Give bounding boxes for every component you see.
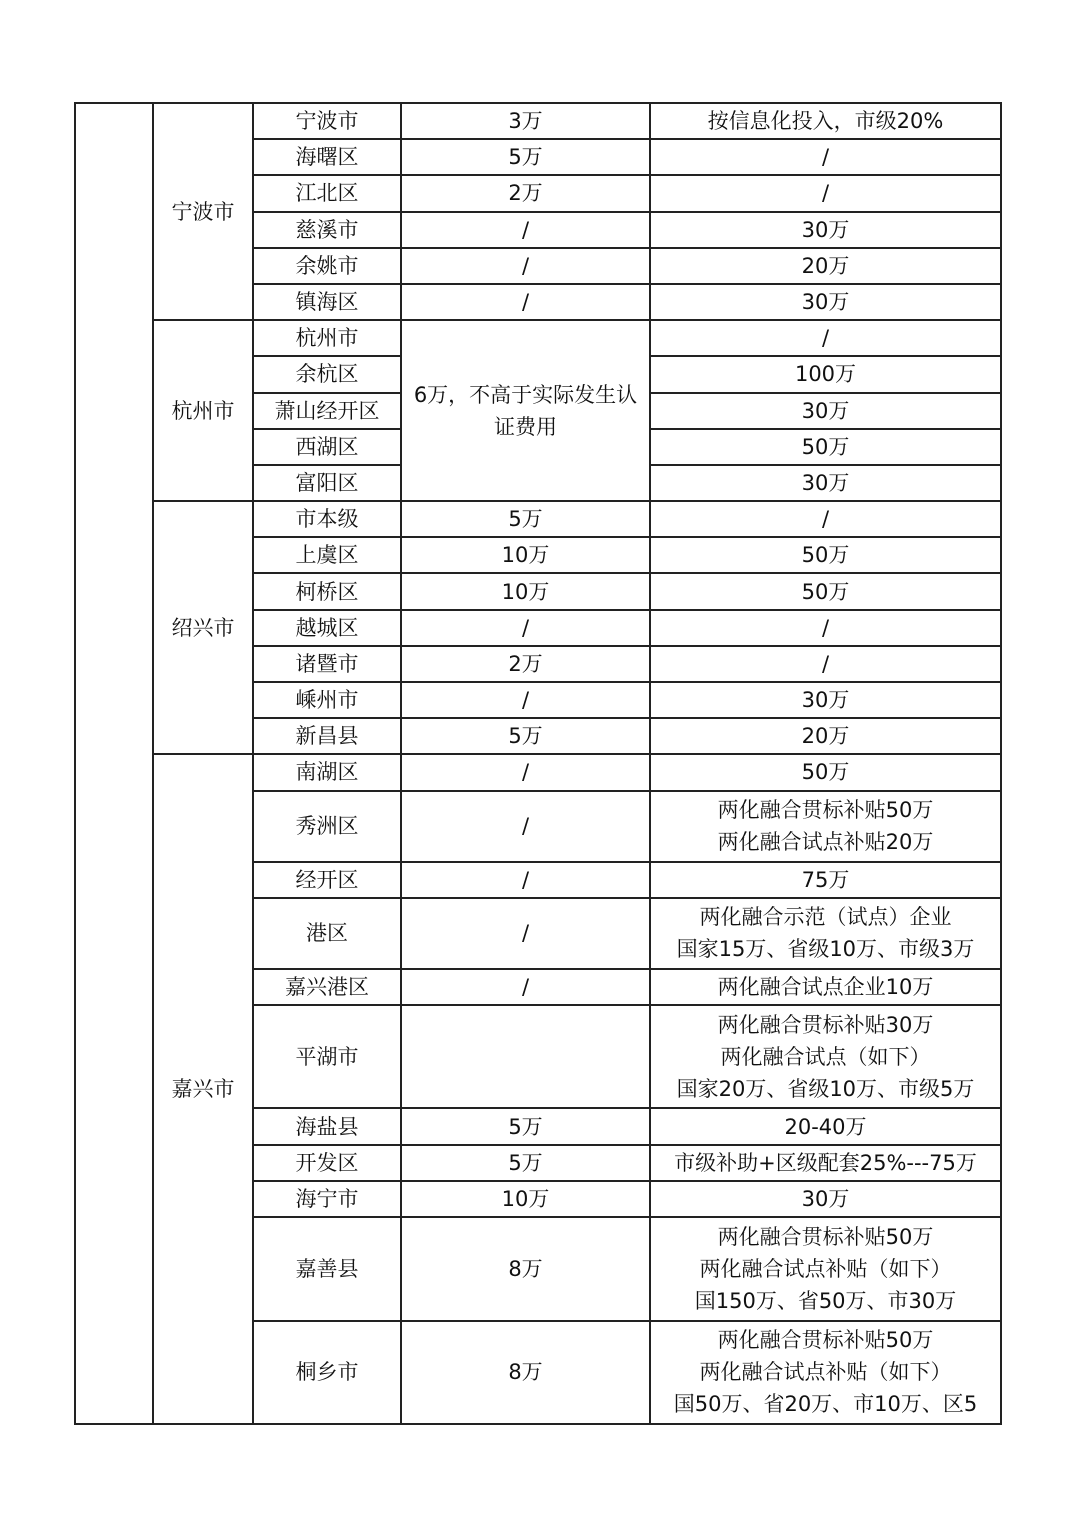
subsidy-line: 30万 [801,290,850,315]
certification-subsidy-cell: / [401,791,650,862]
subsidy-line: 20万 [801,724,850,749]
district-cell: 西湖区 [253,429,401,465]
district-cell: 海曙区 [253,139,401,175]
district-cell: 海盐县 [253,1108,401,1144]
certification-subsidy-cell: 10万 [401,573,650,609]
informatization-subsidy-cell [650,356,1001,392]
informatization-subsidy-cell [650,284,1001,320]
table-row [75,754,1001,790]
district-cell: 余杭区 [253,356,401,392]
certification-subsidy-cell: 6万，不高于实际发生认证费用 [401,320,650,501]
district-cell: 嵊州市 [253,682,401,718]
district-cell: 诸暨市 [253,646,401,682]
certification-subsidy-cell: 5万 [401,1145,650,1181]
subsidy-line: 两化融合试点企业10万 [717,974,934,999]
subsidy-line: 50万 [801,579,850,604]
certification-subsidy-cell: / [401,898,650,969]
certification-subsidy-cell: 2万 [401,646,650,682]
certification-subsidy-cell: 5万 [401,139,650,175]
subsidy-line: 国家15万、省级10万、市级3万 [676,937,975,962]
certification-subsidy-cell: / [401,682,650,718]
subsidy-line: / [821,181,830,206]
certification-subsidy-cell: 5万 [401,718,650,754]
informatization-subsidy-cell [650,862,1001,898]
subsidy-line: / [821,145,830,170]
district-cell: 海宁市 [253,1181,401,1217]
subsidy-line: 按信息化投入，市级20% [707,109,944,134]
district-cell: 南湖区 [253,754,401,790]
district-cell: 上虞区 [253,537,401,573]
informatization-subsidy-cell [650,429,1001,465]
table-row [75,320,1001,356]
subsidy-line: 两化融合试点补贴（如下） [699,1256,952,1281]
informatization-subsidy-cell [650,248,1001,284]
certification-subsidy-cell: / [401,754,650,790]
subsidy-line: 30万 [801,688,850,713]
informatization-subsidy-cell [650,646,1001,682]
subsidy-table-body [75,103,1001,1424]
subsidy-table [74,102,1002,1425]
informatization-subsidy-cell [650,1108,1001,1144]
informatization-subsidy-cell [650,718,1001,754]
subsidy-line: 两化融合试点补贴（如下） [699,1360,952,1385]
subsidy-line: 30万 [801,470,850,495]
subsidy-line: 市级补助+区级配套25%---75万 [674,1150,977,1175]
subsidy-line: 国50万、省20万、市10万、区5 [673,1392,978,1417]
informatization-subsidy-cell [650,501,1001,537]
table-row [75,103,1001,139]
certification-subsidy-cell: 3万 [401,103,650,139]
district-cell: 江北区 [253,175,401,211]
certification-subsidy-cell: / [401,248,650,284]
informatization-subsidy-cell [650,1181,1001,1217]
informatization-subsidy-cell [650,791,1001,862]
informatization-subsidy-cell [650,1145,1001,1181]
subsidy-line: 20万 [801,253,850,278]
subsidy-line: 两化融合贯标补贴30万 [717,1012,934,1037]
district-cell: 柯桥区 [253,573,401,609]
certification-subsidy-cell: / [401,212,650,248]
subsidy-line: 50万 [801,434,850,459]
subsidy-line: 两化融合贯标补贴50万 [717,1224,934,1249]
district-cell: 杭州市 [253,320,401,356]
city-cell: 嘉兴市 [153,754,253,1424]
district-cell: 萧山经开区 [253,393,401,429]
informatization-subsidy-cell [650,103,1001,139]
informatization-subsidy-cell [650,139,1001,175]
informatization-subsidy-cell [650,1217,1001,1321]
district-cell: 宁波市 [253,103,401,139]
subsidy-line: 50万 [801,543,850,568]
city-cell: 绍兴市 [153,501,253,754]
subsidy-line: / [821,615,830,640]
subsidy-line: 两化融合试点补贴20万 [717,830,934,855]
district-cell: 富阳区 [253,465,401,501]
table-row [75,501,1001,537]
subsidy-line: 30万 [801,217,850,242]
district-cell: 经开区 [253,862,401,898]
district-cell: 余姚市 [253,248,401,284]
certification-subsidy-cell: / [401,610,650,646]
certification-subsidy-cell: 10万 [401,1181,650,1217]
certification-subsidy-cell: 5万 [401,1108,650,1144]
subsidy-line: 20-40万 [784,1114,867,1139]
district-cell: 桐乡市 [253,1321,401,1425]
subsidy-line: 30万 [801,398,850,423]
subsidy-line: 100万 [794,362,857,387]
informatization-subsidy-cell [650,573,1001,609]
informatization-subsidy-cell [650,1005,1001,1109]
certification-subsidy-cell: 10万 [401,537,650,573]
informatization-subsidy-cell [650,212,1001,248]
informatization-subsidy-cell [650,537,1001,573]
certification-subsidy-cell: 2万 [401,175,650,211]
informatization-subsidy-cell [650,682,1001,718]
subsidy-line: 75万 [801,867,850,892]
district-cell: 镇海区 [253,284,401,320]
district-cell: 秀洲区 [253,791,401,862]
informatization-subsidy-cell [650,175,1001,211]
subsidy-line: 两化融合贯标补贴50万 [717,1328,934,1353]
certification-subsidy-cell: / [401,862,650,898]
certification-subsidy-cell: / [401,969,650,1005]
certification-subsidy-cell: 8万 [401,1217,650,1321]
informatization-subsidy-cell [650,1321,1001,1425]
subsidy-line: / [821,507,830,532]
district-cell: 市本级 [253,501,401,537]
district-cell: 嘉兴港区 [253,969,401,1005]
informatization-subsidy-cell [650,754,1001,790]
subsidy-line: 两化融合示范（试点）企业 [699,905,952,930]
subsidy-line: / [821,326,830,351]
informatization-subsidy-cell [650,393,1001,429]
subsidy-line: 30万 [801,1186,850,1211]
informatization-subsidy-cell [650,969,1001,1005]
certification-subsidy-cell: 8万 [401,1321,650,1425]
subsidy-line: 两化融合试点（如下） [720,1044,931,1069]
district-cell: 平湖市 [253,1005,401,1109]
district-cell: 港区 [253,898,401,969]
district-cell: 嘉善县 [253,1217,401,1321]
district-cell: 开发区 [253,1145,401,1181]
city-cell: 宁波市 [153,103,253,320]
certification-subsidy-cell: / [401,284,650,320]
informatization-subsidy-cell [650,465,1001,501]
informatization-subsidy-cell [650,320,1001,356]
city-cell: 杭州市 [153,320,253,501]
subsidy-line: 国家20万、省级10万、市级5万 [676,1076,975,1101]
certification-subsidy-cell [401,1005,650,1109]
informatization-subsidy-cell [650,898,1001,969]
informatization-subsidy-cell [650,610,1001,646]
district-cell: 越城区 [253,610,401,646]
subsidy-line: 两化融合贯标补贴50万 [717,798,934,823]
certification-subsidy-cell: 5万 [401,501,650,537]
subsidy-line: / [821,651,830,676]
subsidy-line: 国150万、省50万、市30万 [694,1288,957,1313]
district-cell: 慈溪市 [253,212,401,248]
province-column-cell [75,103,153,1424]
subsidy-line: 50万 [801,760,850,785]
district-cell: 新昌县 [253,718,401,754]
